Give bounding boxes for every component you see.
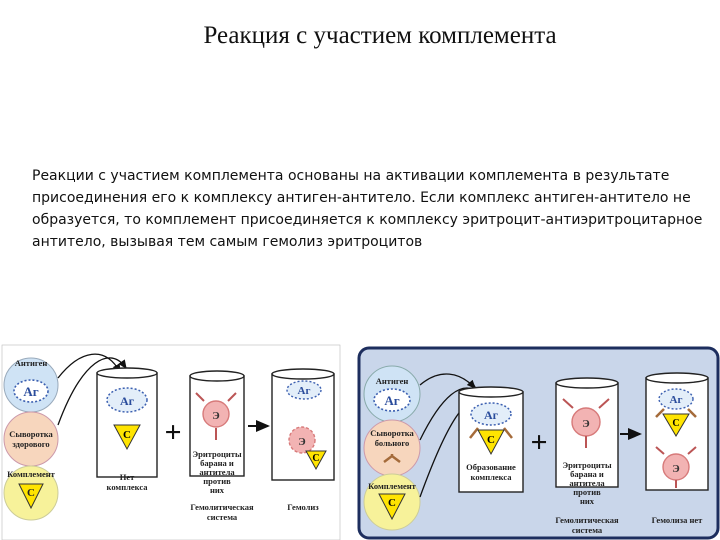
- left-plus-sign: +: [164, 416, 182, 449]
- right-hemolytic-label-1: Гемолитическая: [555, 515, 619, 525]
- left-antigen-circle: [4, 358, 58, 412]
- left-erythro-label-2: барана и: [200, 458, 234, 468]
- left-tube2-erythro: Э: [212, 410, 220, 422]
- left-complement-symbol: С: [27, 487, 35, 499]
- left-hemolytic-label-2: система: [206, 512, 238, 522]
- left-serum-label-2: здорового: [12, 439, 50, 449]
- right-tube3-erythro: Э: [672, 463, 680, 475]
- left-erythro-label-3: антитела: [199, 467, 235, 477]
- left-tube-3: [272, 369, 334, 480]
- right-tube1-label-1: Образование: [466, 462, 516, 472]
- left-tube1-antigen: Аг: [119, 394, 135, 408]
- slide-title: Реакция с участием комплемента: [203, 22, 557, 49]
- right-hemolytic-label-2: система: [571, 525, 603, 535]
- right-tube3-antigen: Аг: [669, 394, 683, 406]
- left-tube-2: [190, 371, 244, 495]
- right-tube1-label-2: комплекса: [470, 472, 512, 482]
- right-antigen-label: Антиген: [375, 376, 409, 386]
- left-antigen-label: Антиген: [14, 358, 48, 368]
- left-tube3-complement: С: [312, 453, 320, 464]
- right-complement-symbol: С: [388, 497, 396, 509]
- right-complement-circle: [364, 474, 420, 530]
- right-serum-circle: [364, 420, 420, 476]
- left-tube1-complement: С: [123, 429, 131, 441]
- left-erythro-label-5: них: [209, 485, 225, 495]
- right-erythro-label-1: Эритроциты: [562, 460, 612, 470]
- right-tube-2: [556, 378, 618, 506]
- right-tube-1: [459, 387, 523, 492]
- right-antigen-symbol: Аг: [384, 393, 400, 408]
- right-plus-sign: +: [530, 426, 548, 459]
- right-tube2-erythro: Э: [582, 418, 590, 430]
- left-complement-label: Комплемент: [7, 469, 55, 479]
- left-tube1-label-1: Нет: [119, 472, 135, 482]
- right-tube1-antigen: Аг: [483, 408, 499, 422]
- left-erythro-label-1: Эритроциты: [192, 449, 242, 459]
- left-serum-circle: [4, 412, 58, 466]
- right-erythro-label-4: против: [573, 487, 601, 497]
- left-antigen-symbol: Аг: [23, 384, 39, 399]
- left-complement-circle: [4, 466, 58, 520]
- right-serum-label-2: больного: [374, 438, 410, 448]
- right-complement-label: Комплемент: [368, 481, 416, 491]
- left-tube-1: [97, 368, 157, 492]
- right-result-label: Гемолиза нет: [651, 515, 703, 525]
- right-tube3-complement: С: [672, 418, 680, 429]
- left-panel: [2, 345, 340, 540]
- right-tube1-complement: С: [487, 434, 495, 446]
- right-erythro-label-3: антитела: [569, 478, 605, 488]
- left-tube3-antigen: Аг: [297, 385, 311, 397]
- right-antigen-circle: [364, 366, 420, 422]
- right-erythro-label-5: них: [579, 496, 595, 506]
- left-tube1-label-2: комплекса: [106, 482, 148, 492]
- right-panel: [359, 348, 718, 538]
- right-tube-3: [646, 373, 708, 490]
- right-erythro-label-2: барана и: [570, 469, 604, 479]
- left-hemolysis-label: Гемолиз: [287, 502, 319, 512]
- left-serum-label-1: Сыворотка: [9, 429, 53, 439]
- left-tube3-erythro: Э: [298, 436, 306, 448]
- body-paragraph: Реакции с участием комплемента основаны на активации комплемента в результате присоединения его к комплексу антиген-антитело. Если комплекс антиген-антитело не образуется, то комплемент присоединяется к комплексу эритроцит-антиэритроцитарное антитело, вызывая тем самым гемолиз эритроцитов: [32, 168, 703, 250]
- left-hemolytic-label-1: Гемолитическая: [190, 502, 254, 512]
- left-erythro-label-4: против: [203, 476, 231, 486]
- right-serum-label-1: Сыворотка: [370, 428, 414, 438]
